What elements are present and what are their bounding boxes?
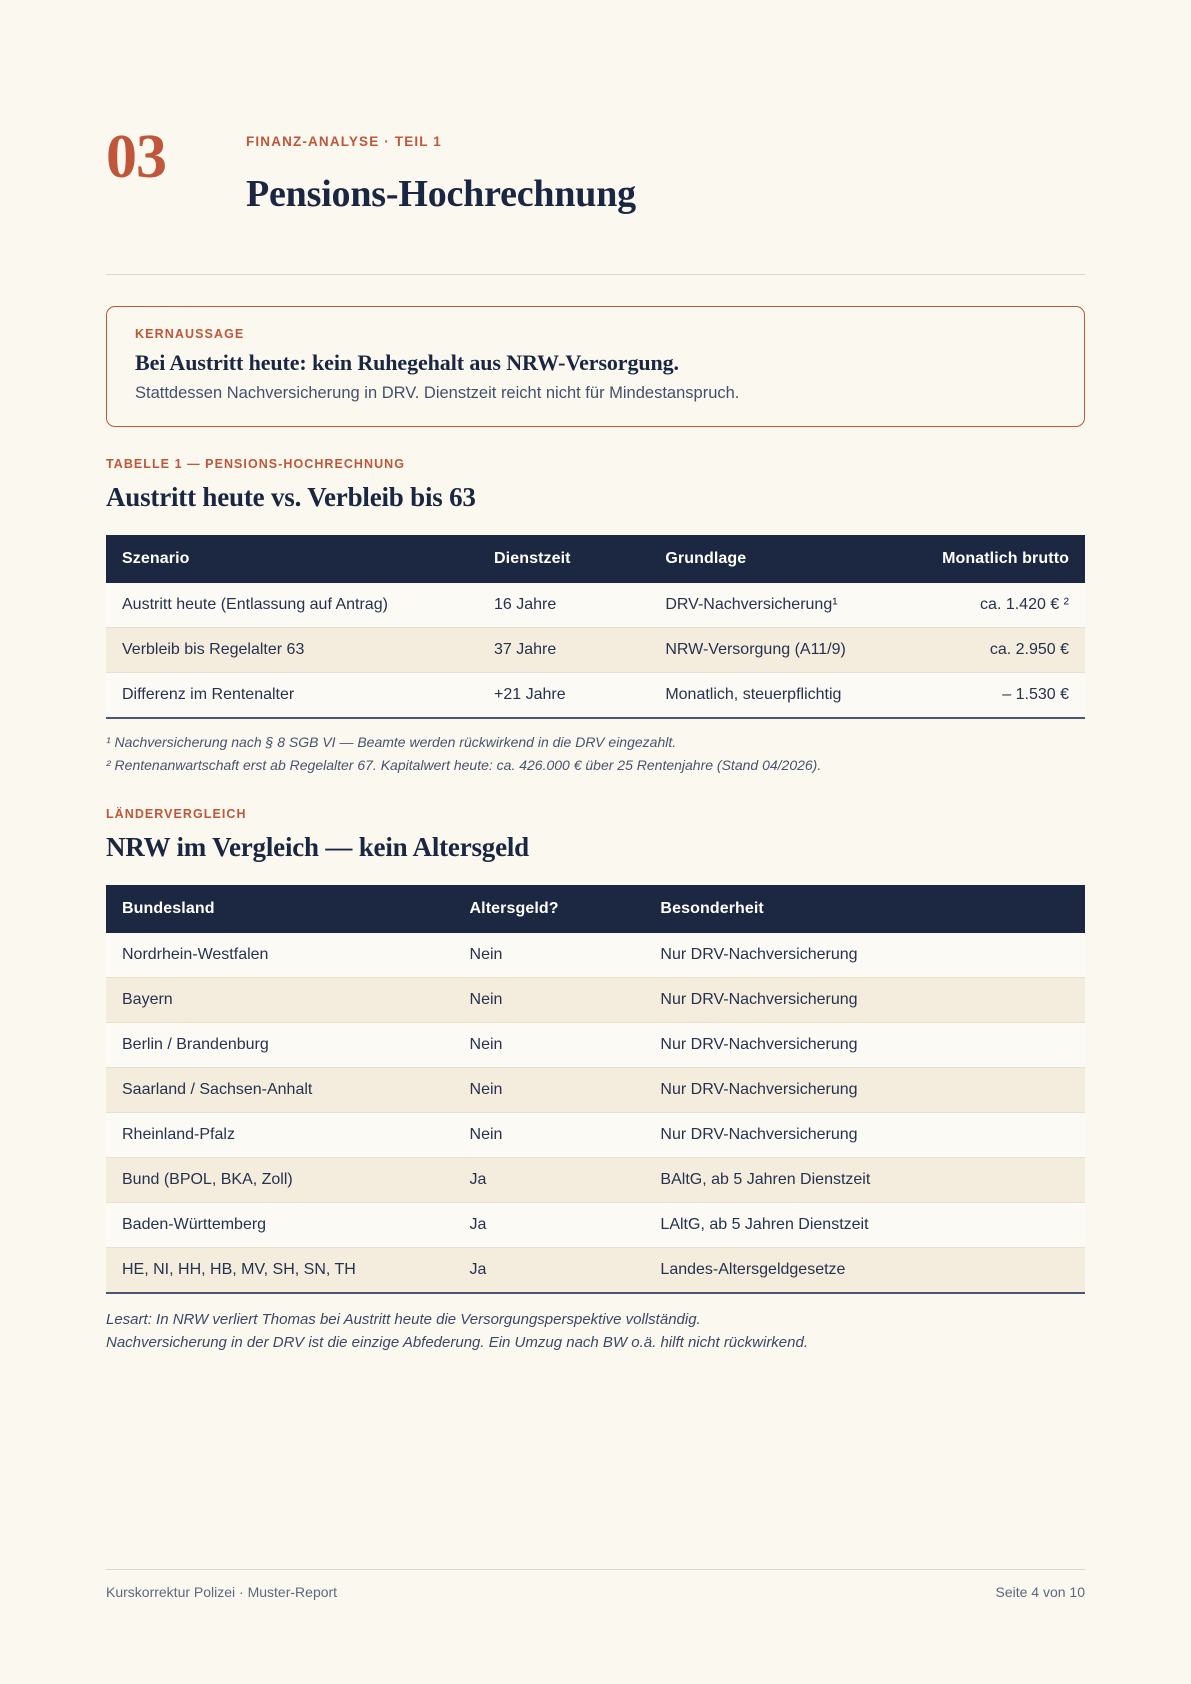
note-line-2: Nachversicherung in der DRV ist die einzige Abfederung. Ein Umzug nach BW o.ä. hilft nicht rückwirkend.: [106, 1333, 809, 1351]
section-one-title: Austritt heute vs. Verbleib bis 63: [106, 482, 476, 513]
table-header-row: [106, 535, 1085, 583]
column-header-szenario: Szenario: [106, 535, 478, 583]
cell-besonderheit: Nur DRV-Nachversicherung: [644, 977, 1085, 1022]
column-header-grundlage: Grundlage: [649, 535, 899, 583]
cell-altersgeld: Nein: [454, 977, 645, 1022]
cell-besonderheit: Nur DRV-Nachversicherung: [644, 1022, 1085, 1067]
cell-dienstzeit: +21 Jahre: [478, 673, 649, 719]
cell-besonderheit: Nur DRV-Nachversicherung: [644, 1067, 1085, 1112]
callout-label: KERNAUSSAGE: [135, 326, 245, 341]
table-row: [106, 1247, 1085, 1293]
callout-subline: Stattdessen Nachversicherung in DRV. Dienstzeit reicht nicht für Mindestanspruch.: [135, 383, 740, 402]
cell-altersgeld: Nein: [454, 1112, 645, 1157]
footnote-1: ¹ Nachversicherung nach § 8 SGB VI — Beamte werden rückwirkend in die DRV eingezahlt.: [106, 734, 677, 751]
cell-grundlage: DRV-Nachversicherung¹: [649, 583, 899, 628]
table-state-comparison: [106, 885, 1085, 1294]
page-header: [106, 0, 1085, 241]
footer-page-number: Seite 4 von 10: [995, 1584, 1085, 1600]
cell-monatlich: ca. 1.420 € ²: [899, 583, 1085, 628]
header-text-block: [246, 126, 636, 241]
table-header-row: [106, 885, 1085, 933]
table-row: [106, 1157, 1085, 1202]
chapter-number: 03: [106, 123, 166, 191]
footer-report-name: Kurskorrektur Polizei · Muster-Report: [106, 1584, 338, 1600]
callout-headline: Bei Austritt heute: kein Ruhegehalt aus NRW-Versorgung.: [135, 349, 679, 375]
cell-bundesland: Berlin / Brandenburg: [106, 1022, 454, 1067]
section-two-eyebrow: LÄNDERVERGLEICH: [106, 806, 247, 821]
table-row: [106, 583, 1085, 628]
key-message-callout: [106, 306, 1085, 427]
cell-altersgeld: Ja: [454, 1247, 645, 1293]
footnote-2: ² Rentenanwartschaft erst ab Regelalter 67. Kapitalwert heute: ca. 426.000 € über 25 Rentenjahre (Stand 04/2026).: [106, 756, 822, 773]
cell-besonderheit: BAltG, ab 5 Jahren Dienstzeit: [644, 1157, 1085, 1202]
column-header-besonderheit: Besonderheit: [644, 885, 1085, 933]
table-pension-projection: [106, 535, 1085, 719]
note-line-1: Lesart: In NRW verliert Thomas bei Austritt heute die Versorgungsperspektive vollständig.: [106, 1310, 701, 1328]
cell-szenario: Differenz im Rentenalter: [106, 673, 478, 719]
cell-bundesland: Rheinland-Pfalz: [106, 1112, 454, 1157]
section-two-title: NRW im Vergleich — kein Altersgeld: [106, 831, 529, 862]
footer-divider: [106, 1569, 1085, 1570]
header-eyebrow: FINANZ-ANALYSE · TEIL 1: [246, 134, 442, 149]
cell-altersgeld: Nein: [454, 1022, 645, 1067]
table-row: [106, 933, 1085, 978]
cell-altersgeld: Ja: [454, 1202, 645, 1247]
cell-bundesland: HE, NI, HH, HB, MV, SH, SN, TH: [106, 1247, 454, 1293]
cell-bundesland: Nordrhein-Westfalen: [106, 933, 454, 978]
cell-bundesland: Bayern: [106, 977, 454, 1022]
cell-besonderheit: Landes-Altersgeldgesetze: [644, 1247, 1085, 1293]
cell-bundesland: Baden-Württemberg: [106, 1202, 454, 1247]
cell-bundesland: Saarland / Sachsen-Anhalt: [106, 1067, 454, 1112]
cell-altersgeld: Nein: [454, 933, 645, 978]
cell-besonderheit: LAltG, ab 5 Jahren Dienstzeit: [644, 1202, 1085, 1247]
cell-altersgeld: Nein: [454, 1067, 645, 1112]
cell-szenario: Verbleib bis Regelalter 63: [106, 628, 478, 673]
page-footer: [106, 1569, 1085, 1600]
cell-dienstzeit: 37 Jahre: [478, 628, 649, 673]
table-two-note: [106, 1308, 1085, 1355]
cell-besonderheit: Nur DRV-Nachversicherung: [644, 1112, 1085, 1157]
table-row: [106, 1112, 1085, 1157]
column-header-dienstzeit: Dienstzeit: [478, 535, 649, 583]
table-row: [106, 628, 1085, 673]
cell-dienstzeit: 16 Jahre: [478, 583, 649, 628]
header-divider: [106, 274, 1085, 275]
section-one-eyebrow: TABELLE 1 — PENSIONS-HOCHRECHNUNG: [106, 457, 406, 472]
table-row: [106, 977, 1085, 1022]
table-row: [106, 1202, 1085, 1247]
cell-besonderheit: Nur DRV-Nachversicherung: [644, 933, 1085, 978]
column-header-altersgeld: Altersgeld?: [454, 885, 645, 933]
cell-szenario: Austritt heute (Entlassung auf Antrag): [106, 583, 478, 628]
cell-bundesland: Bund (BPOL, BKA, Zoll): [106, 1157, 454, 1202]
section-pension-projection: [106, 457, 1085, 776]
column-header-monatlich-brutto: Monatlich brutto: [899, 535, 1085, 583]
table-one-footnotes: [106, 731, 1085, 776]
section-state-comparison: [106, 807, 1085, 1355]
table-row: [106, 673, 1085, 719]
cell-monatlich: – 1.530 €: [899, 673, 1085, 719]
cell-monatlich: ca. 2.950 €: [899, 628, 1085, 673]
table-row: [106, 1022, 1085, 1067]
cell-grundlage: NRW-Versorgung (A11/9): [649, 628, 899, 673]
table-row: [106, 1067, 1085, 1112]
cell-grundlage: Monatlich, steuerpflichtig: [649, 673, 899, 719]
page-title: Pensions-Hochrechnung: [246, 173, 636, 216]
column-header-bundesland: Bundesland: [106, 885, 454, 933]
cell-altersgeld: Ja: [454, 1157, 645, 1202]
